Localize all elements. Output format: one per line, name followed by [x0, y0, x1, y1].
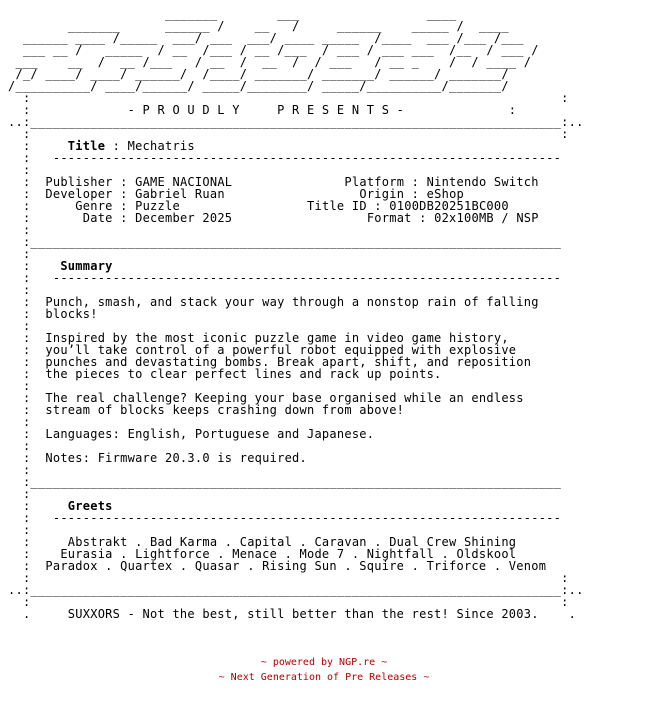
greets-heading: Greets [67, 499, 113, 513]
summary-text: punches and devastating bombs. Break apart, shift, and reposition [45, 355, 532, 369]
greets-line: Eurasia . Lightforce . Menace . Mode 7 . Nightfall . Oldskool [45, 547, 517, 561]
publisher-label: Publisher [45, 175, 113, 189]
date-label: Date [82, 211, 113, 225]
presents-banner: - P R O U D L Y P R E S E N T S - [127, 103, 405, 117]
origin-label: Origin [359, 187, 405, 201]
summary-text: blocks! [45, 307, 98, 321]
origin-value: eShop [426, 187, 465, 201]
footer-powered-by: ~ powered by NGP.re ~ [260, 657, 388, 668]
languages-text: Languages: English, Portuguese and Japanese. [45, 427, 375, 441]
summary-text: you’ll take control of a powerful robot equipped with explosive [45, 343, 517, 357]
logo-line: /__________/ ____/______/ _____/________/ _____/__________/_______/ [8, 79, 509, 93]
format-label: Format [366, 211, 412, 225]
summary-text: Punch, smash, and stack your way through a nonstop rain of falling [45, 295, 539, 309]
format-value: 02x100MB / NSP [434, 211, 539, 225]
date-value: December 2025 [135, 211, 233, 225]
titleid-value: 0100DB20251BC000 [389, 199, 509, 213]
publisher-value: GAME NACIONAL [135, 175, 233, 189]
logo-line: ___ __ / _____ / __ /___ / __ /___ / ___ / ___ ___ /__ / ___ / [8, 43, 539, 57]
genre-label: Genre [75, 199, 113, 213]
notes-text: Notes: Firmware 20.3.0 is required. [45, 451, 307, 465]
platform-label: Platform [344, 175, 405, 189]
footer-subtitle: ~ Next Generation of Pre Releases ~ [218, 672, 430, 683]
titleid-label: Title ID [307, 199, 367, 213]
tagline: SUXXORS - Not the best, still better than the rest! Since 2003. [67, 607, 539, 621]
genre-value: Puzzle [135, 199, 180, 213]
platform-value: Nintendo Switch [426, 175, 539, 189]
greets-line: Paradox . Quartex . Quasar . Rising Sun . Squire . Triforce . Venom [45, 559, 547, 573]
developer-value: Gabriel Ruan [135, 187, 225, 201]
logo-line: _______ ______ / __ / ______ _____ / ____ [8, 19, 509, 33]
summary-text: the pieces to clear perfect lines and rack up points. [45, 367, 442, 381]
summary-text: Inspired by the most iconic puzzle game in video game history, [45, 331, 509, 345]
logo-line: ___ __ / __ /___ / __ / __ / / ___ / __ _ / / ____ / [8, 55, 532, 69]
summary-heading: Summary [60, 259, 113, 273]
title-label: Title [67, 139, 106, 153]
summary-text: stream of blocks keeps crashing down from above! [45, 403, 405, 417]
developer-label: Developer [45, 187, 113, 201]
logo-line: _______ ___ ____ [8, 7, 457, 21]
greets-line: Abstrakt . Bad Karma . Capital . Caravan . Dual Crew Shining [45, 535, 517, 549]
summary-text: The real challenge? Keeping your base organised while an endless [45, 391, 524, 405]
logo-line: ______ ____ /_____ ___/ ___ ___/ ____ _____ /____ ___ /___ /___ [8, 31, 524, 45]
title-value: Mechatris [127, 139, 195, 153]
logo-line: /_/ ____/ ____/ ______/ /____/ _______/ _______/ ______/ _______/ [8, 67, 509, 81]
nfo-document: _______ ___ ____ _______ ______ / __ / ______ _____ / ____ ______ ____ /_____ ___/ ___ ___/ ____ _____ /____ ___ /___ /___ ___ __ / _____ / __ /___ / __ /___ / ___ / ___ ___ /__ / ___ / ___ __ / __ /___ / __ / __ / / ___ / __ _ / / ____ / /_/ ____/ ____/ ______/ /____/ _______/ _______/ ______/ _______/ /__________/ ____/______/ _____/________/ _____/__________/_______/ : : : - P R O U D L Y P R E S E N T S - : ..:_______________________________________________________________________:.. : : : Title : Mechatris : -------------------------------------------------------------------- : : Publisher : GAME NACIONAL Platform : Nintendo Switch : Developer : Gabriel Ruan Origin : eShop : Genre : Puzzle Title ID : 0100DB20251BC000 : Date : December 2025 Format : 02x100MB / NSP : :_______________________________________________________________________ : : Summary : -------------------------------------------------------------------- : : Punch, smash, and stack your way through a nonstop rain of falling : blocks! : : Inspired by the most iconic puzzle game in video game history, : you’ll take control of a powerful robot equipped with explosive : punches and devastating bombs. Break apart, shift, and reposition : the pieces to clear perfect lines and rack up points. : : The real challenge? Keeping your base organised while an endless : stream of blocks keeps crashing down from above! : : Languages: English, Portuguese and Japanese. : : Notes: Firmware 20.3.0 is required. : :_______________________________________________________________________ : : Greets : -------------------------------------------------------------------- : : Abstrakt . Bad Karma . Capital . Caravan . Dual Crew Shining : Eurasia . Lightforce . Menace . Mode 7 . Nightfall . Oldskool : Paradox . Quartex . Quasar . Rising Sun . Squire . Triforce . Venom : : ..:_______________________________________________________________________:.. : : . SUXXORS - Not the best, still better than the rest! Since 2003. . [8, 8, 640, 620]
